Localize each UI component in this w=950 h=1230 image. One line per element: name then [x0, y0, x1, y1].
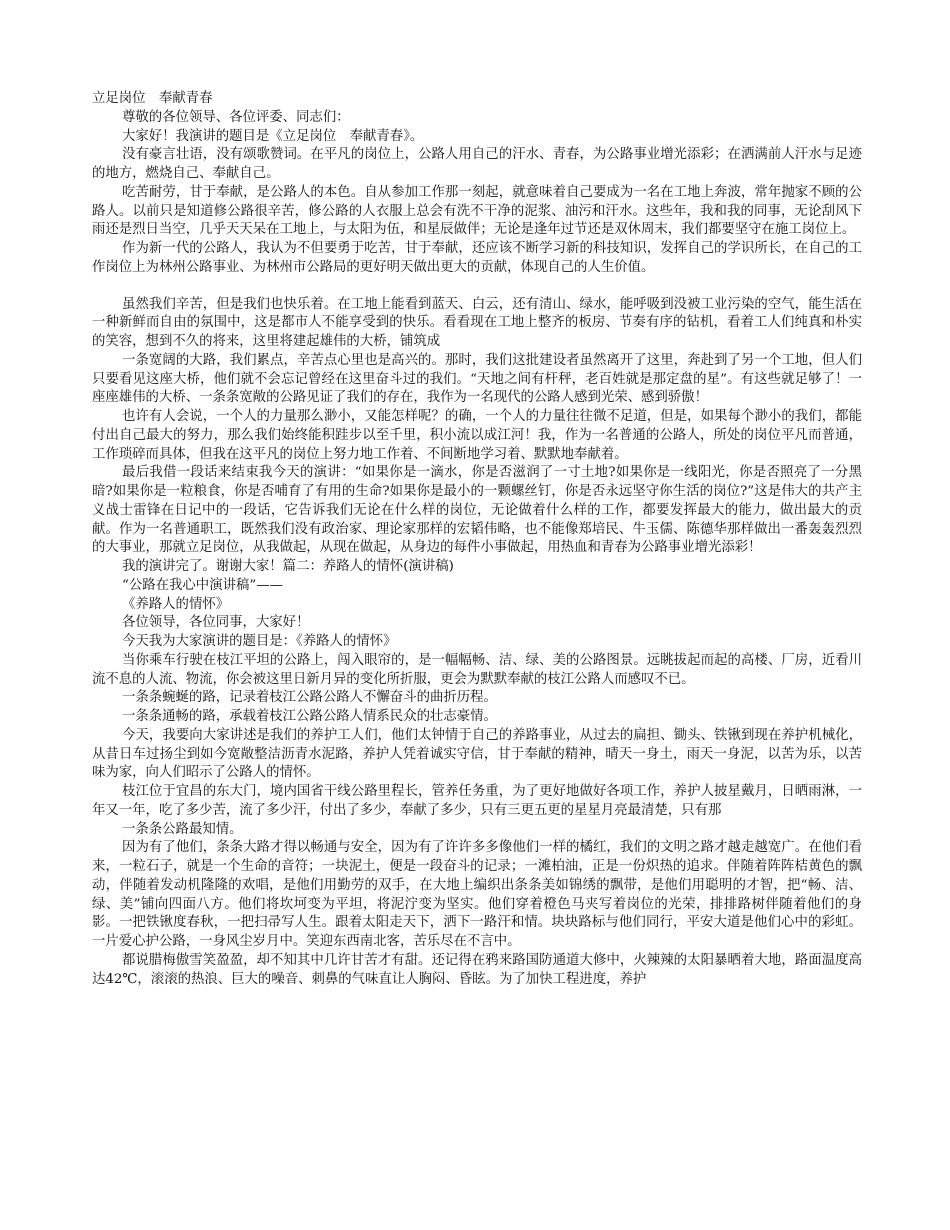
paragraph: 一条宽阔的大路，我们累点，辛苦点心里也是高兴的。那时，我们这批建设者虽然离开了这里，奔赴到了另一个工地，但人们只要看见这座大桥，他们就不会忘记曾经在这里奋斗过的我们。“天地之间有杆秤，老百姓就是那定盘的星”。有这些就足够了！一座座雄伟的大桥、一条条宽敞的公路见证了我们的存在，我作为一名现代的公路人感到光荣、感到骄傲！ — [92, 352, 862, 406]
paragraph: 今天，我要向大家讲述是我们的养护工人们，他们太钟情于自己的养路事业，从过去的扁担、锄头、铁锹到现在养护机械化，从昔日车过扬尘到如今宽敞整洁沥青水泥路，养护人凭着诚实守信，甘于奉献的精神，晴天一身土，雨天一身泥，以苦为乐，以苦味为家，向人们昭示了公路人的情怀。 — [92, 727, 862, 781]
paragraph: 都说腊梅傲雪笑盈盈，却不知其中几许甘苦才有甜。还记得在鸦来路国防通道大修中，火辣辣的太阳暴晒着大地，路面温度高达42℃，滚滚的热浪、巨大的噪音、刺鼻的气味直让人胸闷、昏眩。为了加快工程进度，养护 — [92, 952, 862, 987]
speech-title: 《养路人的情怀》 — [122, 596, 230, 612]
paragraph: 一条条公路最知情。 — [122, 821, 243, 837]
document-page — [92, 90, 862, 989]
paragraph: 最后我借一段话来结束我今天的演讲：“如果你是一滴水，你是否滋润了一寸土地?如果你是一线阳光，你是否照亮了一分黑暗?如果你是一粒粮食，你是否哺育了有用的生命?如果你是最小的一颗螺丝钉，你是否永远坚守你生活的岗位?”这是伟大的共产主义战士雷锋在日记中的一段话，它告诉我们无论在什么样的岗位，无论做着什么样的工作，都要发挥最大的能力，做出最大的贡献。作为一名普通职工，既然我们没有政治家、理论家那样的宏韬伟略，也不能像郑培民、牛玉儒、陈德华那样做出一番轰轰烈烈的大事业，那就立足岗位，从我做起，从现在做起，从身边的每件小事做起，用热血和青春为公路事业增光添彩！ — [92, 465, 862, 556]
paragraph: 大家好！我演讲的题目是《立足岗位 奉献青春》。 — [122, 128, 424, 144]
paragraph: 吃苦耐劳，甘于奉献，是公路人的本色。自从参加工作那一刻起，就意味着自己要成为一名在工地上奔波，常年抛家不顾的公路人。以前只是知道修公路很辛苦，修公路的人衣服上总会有洗不干净的泥浆、油污和汗水。这些年，我和我的同事，无论刮风下雨还是烈日当空，几乎天天呆在工地上，与太阳为伍，和星辰做伴；无论是逢年过节还是双休周末，我们都要坚守在施工岗位上。 — [92, 184, 862, 238]
paragraph: 当你乘车行驶在枝江平坦的公路上，闯入眼帘的，是一幅幅畅、洁、绿、美的公路图景。远眺拔起而起的高楼、厂房，近看川流不息的人流、物流，你会被这里日新月异的变化所折服，更会为默默奉献的枝江公路人而感叹不已。 — [92, 652, 862, 687]
paragraph: 一条条蜿蜒的路，记录着枝江公路公路人不懈奋斗的曲折历程。 — [122, 690, 497, 706]
paragraph: 尊敬的各位领导、各位评委、同志们： — [122, 109, 350, 125]
paragraph-spacer — [92, 278, 862, 296]
section-heading: 我的演讲完了。谢谢大家！篇二：养路人的情怀(演讲稿) — [122, 559, 454, 574]
paragraph: 今天我为大家演讲的题目是：《养路人的情怀》 — [122, 634, 397, 649]
paragraph: 虽然我们辛苦，但是我们也快乐着。在工地上能看到蓝天、白云，还有清山、绿水，能呼吸到没被工业污染的空气，能生活在一种新鲜而自由的氛围中，这是都市人不能享受到的快乐。看看现在工地上整齐的板房、节奏有序的钻机，看着工人们纯真和朴实的笑容，想到不久的将来，这里将建起雄伟的大桥，铺筑成 — [92, 296, 862, 349]
paragraph: 因为有了他们，条条大路才得以畅通与安全，因为有了许许多多像他们一样的橘红，我们的文明之路才越走越宽广。在他们看来，一粒石子，就是一个生命的音符；一块泥土，便是一段奋斗的记录；一滩柏油，正是一份炽热的追求。伴随着阵阵桔黄色的飘动，伴随着发动机隆隆的欢唱，是他们用勤劳的双手，在大地上编织出条条美如锦绣的飘带，是他们用聪明的才智，把“畅、洁、绿、美”铺向四面八方。他们将坎坷变为平坦，将泥泞变为坚实。他们穿着橙色马夹写着岗位的光荣，排排路树伴随着他们的身影。一把铁锹度春秋，一把扫帚写人生。跟着太阳走天下，洒下一路汗和情。块块路标与他们同行，平安大道是他们心中的彩虹。一片爱心护公路，一身风尘岁月中。笑迎东西南北客，苦乐尽在不言中。 — [92, 840, 862, 949]
document-title: 立足岗位 奉献青春 — [92, 91, 213, 106]
paragraph: 枝江位于宜昌的东大门，境内国省干线公路里程长，管养任务重，为了更好地做好各项工作，养护人披星戴月，日晒雨淋，一年又一年，吃了多少苦，流了多少汗，付出了多少，奉献了多少，只有三更五更的星星月亮最清楚，只有那 — [92, 784, 862, 818]
paragraph: 没有豪言壮语，没有颂歌赞词。在平凡的岗位上，公路人用自己的汗水、青春，为公路事业增光添彩；在洒满前人汗水与足迹的地方，燃烧自己、奉献自己。 — [92, 147, 862, 181]
paragraph: 也许有人会说，一个人的力量那么渺小，又能怎样呢？的确，一个人的力量往往微不足道，但是，如果每个渺小的我们，都能付出自己最大的努力，那么我们始终能积跬步以至千里，积小流以成江河！我，作为一名普通的公路人，所处的岗位平凡而普通，工作琐碎而具体，但我在这平凡的岗位上努力地工作着、不间断地学习着、默默地奉献着。 — [92, 409, 862, 462]
paragraph: “公路在我心中演讲稿”—— — [122, 577, 283, 593]
paragraph: 一条条通畅的路，承载着枝江公路公路人情系民众的壮志豪情。 — [122, 709, 497, 724]
paragraph: 各位领导，各位同事，大家好！ — [122, 615, 310, 631]
paragraph: 作为新一代的公路人，我认为不但要勇于吃苦，甘于奉献，还应该不断学习新的科技知识，发挥自己的学识所长，在自己的工作岗位上为林州公路事业、为林州市公路局的更好明天做出更大的贡献，体现自己的人生价值。 — [92, 241, 862, 275]
